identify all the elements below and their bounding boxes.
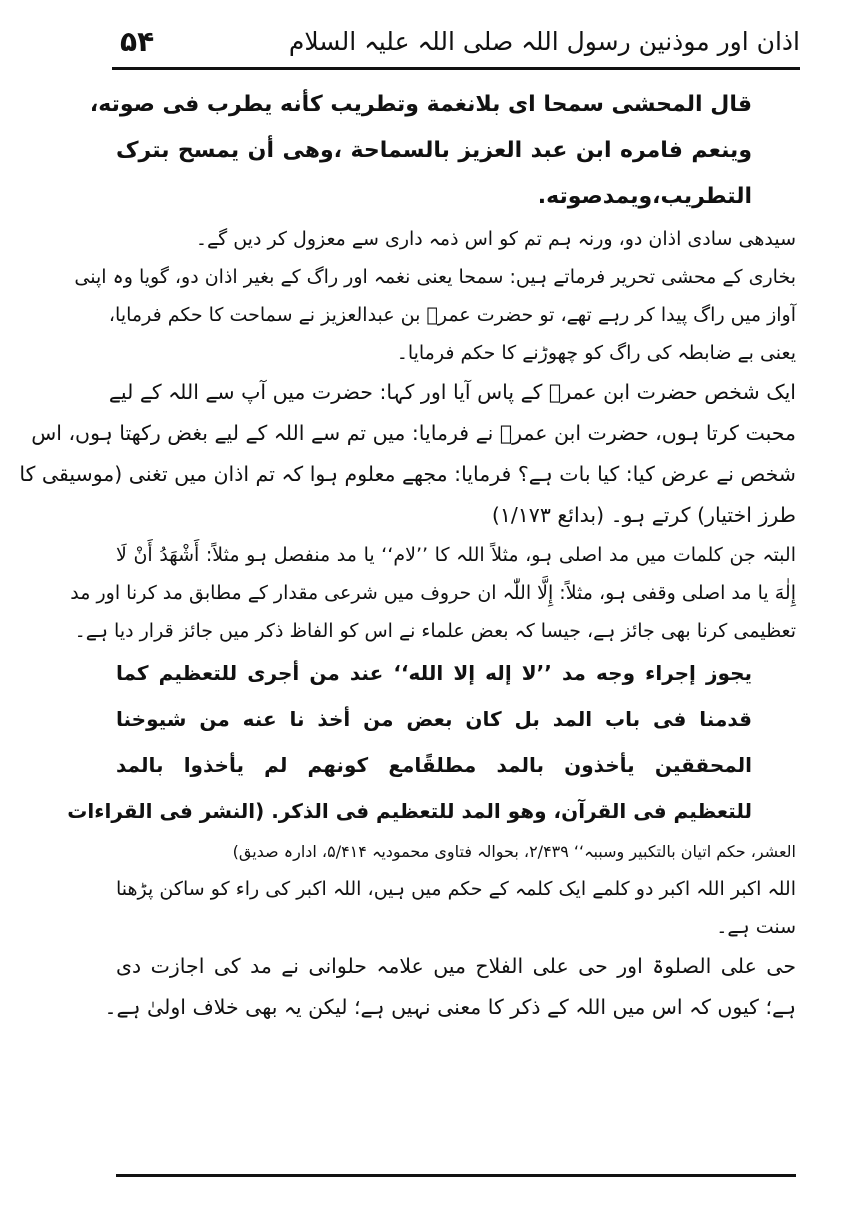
text-line: اللہ اکبر اللہ اکبر دو کلمے ایک کلمہ کے حکم میں ہیں، اللہ اکبر کی راء کو ساکن پڑھنا <box>116 878 796 900</box>
text-line: بخاری کے محشی تحریر فرماتے ہیں: سمحا یعنی نغمہ اور راگ کے بغیر اذان دو، گویا وہ اپنی <box>74 266 796 288</box>
arabic-quote-2 <box>67 650 796 834</box>
urdu-paragraph-1 <box>116 220 796 258</box>
text-line: للتعظیم فی القرآن، وهو المد للتعظیم فی الذکر. (النشر فی القراءات <box>67 799 752 823</box>
urdu-paragraph-5 <box>116 870 796 946</box>
text-line: قدمنا فی باب المد بل کان بعض من أخذ نا عنه من شیوخنا <box>116 707 752 731</box>
citation-line: العشر، حکم اتیان بالتکبیر وسببہ‘‘ ۲/۴۳۹، بحوالہ فتاوی محمودیہ ۵/۴۱۴، ادارہ صدیق) <box>232 842 796 861</box>
text-line: سنت ہے۔ <box>716 916 796 938</box>
text-line: شخص نے عرض کیا: کیا بات ہے؟ فرمایا: مجھے معلوم ہوا کہ تم اذان میں تغنی (موسیقی کا <box>19 462 796 486</box>
text-line: ہے؛ کیوں کہ اس میں اللہ کے ذکر کا معنی نہیں ہے؛ لیکن یہ بھی خلاف اولیٰ ہے۔ <box>104 995 796 1019</box>
header-divider <box>112 67 800 70</box>
text-line: محبت کرتا ہوں، حضرت ابن عمرؓ نے فرمایا: میں تم سے اللہ کے لیے بغض رکھتا ہوں، اس <box>31 421 796 445</box>
urdu-paragraph-3 <box>19 372 796 536</box>
text-line: تعظیمی کرنا بھی جائز ہے، جیسا کہ بعض علماء نے اس کو الفاظ ذکر میں جائز قرار دیا ہے۔ <box>74 620 796 642</box>
arabic-quote-1 <box>89 82 796 220</box>
footer-divider <box>116 1174 796 1177</box>
text-line: قال المحشی سمحا ای بلانغمة وتطریب کأنه یطرب فی صوته، <box>89 92 752 117</box>
running-title: اذان اور موذنین رسول اللہ صلی اللہ علیہ السلام <box>288 27 800 56</box>
urdu-paragraph-2 <box>74 258 796 372</box>
text-line: ایک شخص حضرت ابن عمرؓ کے پاس آیا اور کہا: حضرت میں آپ سے اللہ کے لیے <box>108 380 796 404</box>
text-line: التطریب،ویمدصوته. <box>537 184 752 209</box>
text-line: آواز میں راگ پیدا کر رہے تھے، تو حضرت عمرؓ بن عبدالعزیز نے سماحت کا حکم فرمایا، <box>108 304 796 326</box>
urdu-paragraph-4 <box>70 536 796 650</box>
text-line: سیدھی سادی اذان دو، ورنہ ہم تم کو اس ذمہ داری سے معزول کر دیں گے۔ <box>195 228 796 250</box>
urdu-paragraph-6 <box>104 946 796 1028</box>
text-line: یجوز إجراء وجه مد ’’لا إله إلا الله‘‘ عند من أجری للتعظیم کما <box>116 661 752 685</box>
text-line: یعنی بے ضابطہ کی راگ کو چھوڑنے کا حکم فرمایا۔ <box>396 342 796 364</box>
text-line: البتہ جن کلمات میں مد اصلی ہو، مثلاً اللہ کا ’’لام‘‘ یا مد منفصل ہو مثلاً: أَشْهَدُ أَنْ لَا <box>116 544 796 566</box>
page-number: ۵۴ <box>120 25 155 58</box>
text-line: حی علی الصلوۃ اور حی علی الفلاح میں علامہ حلوانی نے مد کی اجازت دی <box>116 954 796 978</box>
page-body <box>19 82 796 1028</box>
text-line: وینعم فامره ابن عبد العزیز بالسماحة ،وهی أن یمسح بترک <box>116 138 752 163</box>
text-line: المحققین یأخذون بالمد مطلقًامع کونهم لم یأخذوا بالمد <box>116 753 752 777</box>
reference-citation <box>116 834 796 870</box>
text-line: إِلٰهَ یا مد اصلی وقفی ہو، مثلاً: إِلَّا اللّٰہ ان حروف میں شرعی مقدار کے مطابق مد کرنا اور مد <box>70 582 796 604</box>
page-header <box>112 18 800 70</box>
text-line: طرز اختیار) کرتے ہو۔ (بدائع ۱/۱۷۳) <box>491 503 796 527</box>
